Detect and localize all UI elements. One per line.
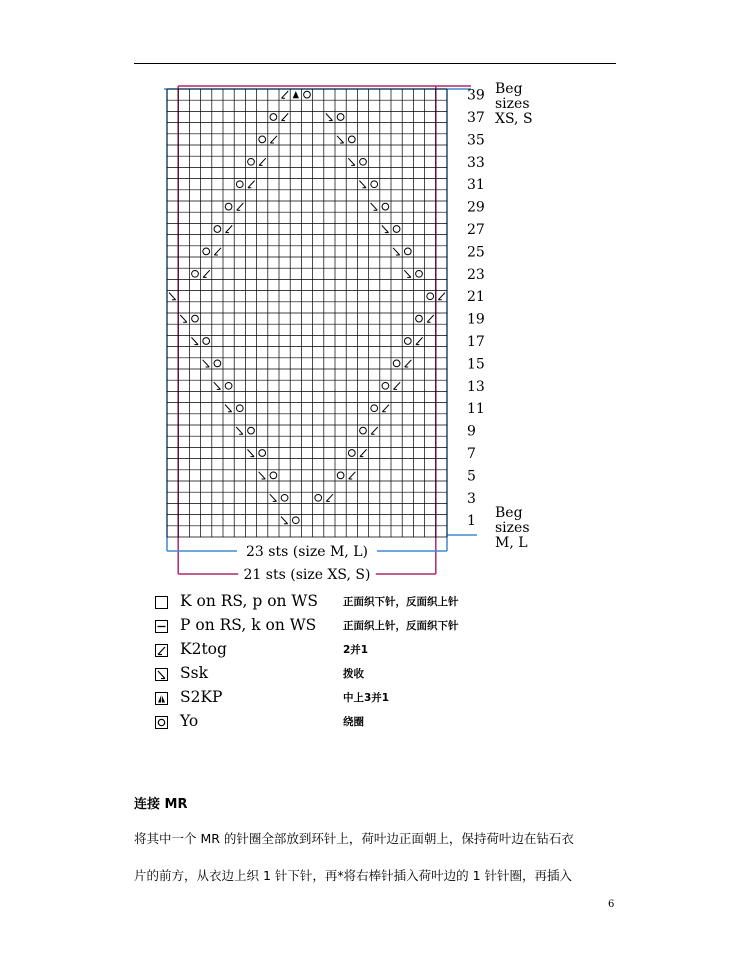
k2tog-mark <box>326 494 333 501</box>
page-number: 6 <box>608 899 615 910</box>
yo-mark <box>416 270 423 277</box>
legend-en: P on RS, k on WS <box>180 616 317 634</box>
row-number: 27 <box>467 222 485 238</box>
s2kp-icon <box>155 692 168 705</box>
k2tog-mark <box>360 449 367 456</box>
k2tog-mark <box>349 472 356 479</box>
section-heading: 连接 MR <box>134 797 188 812</box>
ssk-mark <box>225 405 232 412</box>
yo-mark <box>292 517 299 524</box>
yo-mark <box>203 338 210 345</box>
top-size-note: XS, S <box>495 111 533 127</box>
yo-mark <box>203 248 210 255</box>
k2tog-mark <box>438 293 445 300</box>
ssk-icon <box>155 668 168 681</box>
knit-icon <box>155 596 168 609</box>
legend-item <box>155 688 555 710</box>
row-number: 37 <box>467 110 485 126</box>
yo-icon <box>155 716 168 729</box>
yo-mark <box>236 405 243 412</box>
row-number: 29 <box>467 199 485 216</box>
yo-mark <box>259 136 266 143</box>
row-number: 31 <box>467 177 485 194</box>
yo-mark <box>348 450 355 457</box>
ssk-mark <box>348 158 355 165</box>
row-number: 11 <box>467 401 485 418</box>
yo-mark <box>404 338 411 345</box>
k2tog-mark <box>282 113 289 120</box>
legend-en: K2tog <box>180 640 227 658</box>
row-number: 13 <box>467 378 485 395</box>
ssk-mark <box>259 472 266 479</box>
ssk-mark <box>393 248 400 255</box>
legend-item <box>155 664 555 686</box>
yo-mark <box>393 226 400 233</box>
k2tog-mark <box>394 382 401 389</box>
k2tog-mark <box>226 225 233 232</box>
yo-mark <box>225 203 232 210</box>
yo-mark <box>371 181 378 188</box>
legend-item <box>155 616 555 638</box>
ssk-mark <box>191 337 198 344</box>
k2tog-mark <box>405 360 412 367</box>
legend-en: S2KP <box>180 688 223 706</box>
k2tog-mark <box>427 315 434 322</box>
k2tog-icon <box>155 644 168 657</box>
ssk-mark <box>337 136 344 143</box>
knitting-chart <box>150 80 533 590</box>
k2tog-mark <box>416 337 423 344</box>
legend-cn: 中上3并1 <box>343 692 390 704</box>
bottom-size-note: Beg <box>495 505 523 521</box>
yo-mark <box>416 315 423 322</box>
legend-item <box>155 712 555 734</box>
ssk-mark <box>180 315 187 322</box>
row-number: 3 <box>467 490 476 507</box>
k2tog-mark <box>259 158 266 165</box>
k2tog-mark <box>270 136 277 143</box>
yo-mark <box>360 158 367 165</box>
paragraph-line: 片的前方，从衣边上织 1 针下针，再*将右棒针插入荷叶边的 1 针针圈，再插入 <box>134 868 573 883</box>
yo-mark <box>270 472 277 479</box>
legend-cn: 2并1 <box>343 644 369 656</box>
yo-mark <box>360 427 367 434</box>
row-number: 7 <box>467 446 476 462</box>
top-size-note: sizes <box>495 96 530 112</box>
paragraph-line: 将其中一个 MR 的针圈全部放到环针上，荷叶边正面朝上，保持荷叶边在钻石衣 <box>134 831 574 846</box>
legend-item <box>155 640 555 662</box>
yo-mark <box>214 360 221 367</box>
row-number: 9 <box>467 423 476 440</box>
yo-mark <box>304 91 311 98</box>
yo-mark <box>337 114 344 121</box>
ssk-mark <box>203 360 210 367</box>
legend-en: Ssk <box>180 664 208 682</box>
yo-mark <box>192 315 199 322</box>
bottom-size-note: M, L <box>495 535 528 551</box>
k2tog-mark <box>282 91 289 98</box>
row-number: 19 <box>467 311 485 328</box>
ssk-mark <box>359 181 366 188</box>
legend-en: K on RS, p on WS <box>180 592 318 610</box>
chart-grid <box>167 89 447 537</box>
size-ml-width-label: 23 sts (size M, L) <box>246 544 368 560</box>
legend-cn: 拨收 <box>343 668 364 680</box>
header-rule <box>134 63 616 64</box>
k2tog-mark <box>248 181 255 188</box>
ssk-mark <box>236 427 243 434</box>
yo-mark <box>348 136 355 143</box>
yo-mark <box>270 114 277 121</box>
ssk-mark <box>169 293 176 300</box>
ssk-mark <box>382 225 389 232</box>
yo-mark <box>192 270 199 277</box>
k2tog-mark <box>237 203 244 210</box>
ssk-mark <box>214 382 221 389</box>
top-size-note: Beg <box>495 81 523 97</box>
row-number: 1 <box>467 513 476 530</box>
k2tog-mark <box>382 405 389 412</box>
yo-mark <box>382 382 389 389</box>
legend-cn: 绕圈 <box>343 716 364 728</box>
row-number: 25 <box>467 244 485 261</box>
k2tog-mark <box>203 270 210 277</box>
size-xss-width-label: 21 sts (size XS, S) <box>243 567 371 583</box>
yo-mark <box>382 203 389 210</box>
row-number: 5 <box>467 468 476 485</box>
yo-mark <box>427 293 434 300</box>
ssk-mark <box>326 113 333 120</box>
yo-mark <box>371 405 378 412</box>
row-number: 15 <box>467 356 485 373</box>
yo-mark <box>248 427 255 434</box>
ssk-mark <box>247 449 254 456</box>
purl-icon <box>155 620 168 633</box>
legend-item <box>155 592 555 614</box>
k2tog-mark <box>214 248 221 255</box>
row-number: 23 <box>467 266 485 283</box>
bottom-size-note: sizes <box>495 520 530 536</box>
ssk-mark <box>371 203 378 210</box>
ssk-mark <box>270 494 277 501</box>
yo-mark <box>404 248 411 255</box>
yo-mark <box>225 382 232 389</box>
row-number: 33 <box>467 154 485 171</box>
k2tog-mark <box>371 427 378 434</box>
row-number: 21 <box>467 289 485 306</box>
s2kp-mark <box>293 91 299 98</box>
yo-mark <box>337 472 344 479</box>
ssk-mark <box>281 517 288 524</box>
row-number: 17 <box>467 334 485 350</box>
yo-mark <box>214 226 221 233</box>
yo-mark <box>236 181 243 188</box>
row-number: 39 <box>467 87 485 104</box>
yo-mark <box>248 158 255 165</box>
ssk-mark <box>404 270 411 277</box>
yo-mark <box>393 360 400 367</box>
legend-en: Yo <box>180 712 199 730</box>
yo-mark <box>281 494 288 501</box>
legend-cn: 正面织上针，反面织下针 <box>343 620 459 632</box>
chart-svg <box>150 80 533 590</box>
yo-mark <box>259 450 266 457</box>
legend-cn: 正面织下针，反面织上针 <box>343 596 459 608</box>
row-number: 35 <box>467 132 485 149</box>
yo-mark <box>315 494 322 501</box>
